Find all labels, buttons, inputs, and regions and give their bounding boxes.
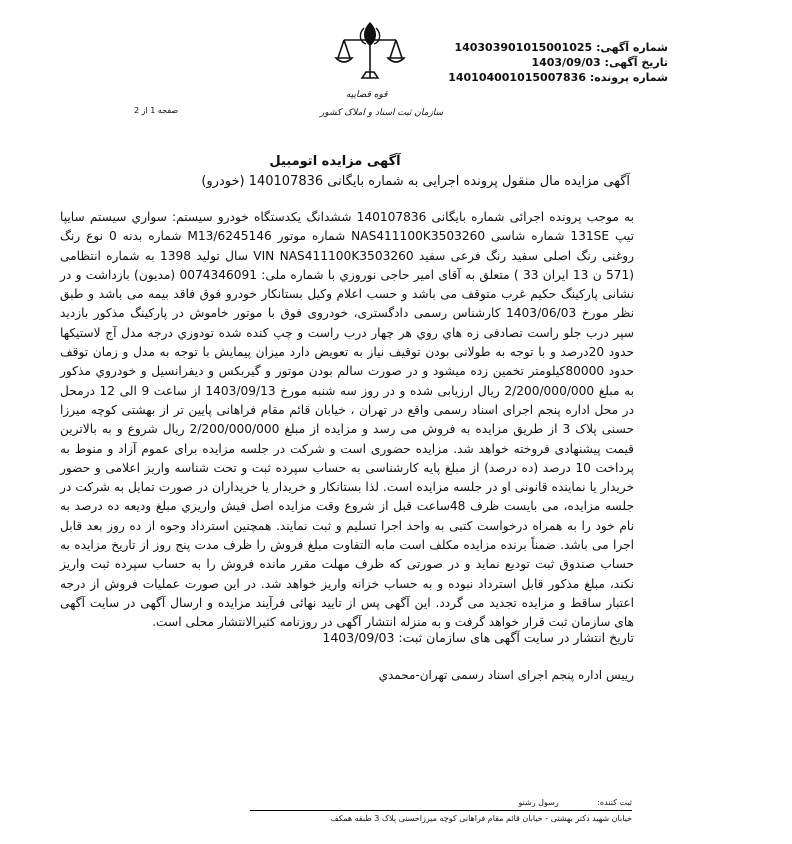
- publish-date-label: تاریخ انتشار در سایت آگهی های سازمان ثبت:: [398, 630, 634, 645]
- publish-date-line: [300, 630, 634, 645]
- registrar-label: ثبت کننده:: [597, 798, 632, 807]
- org-name: قوه قضاییه: [346, 90, 388, 100]
- ad-date-row: [444, 55, 668, 70]
- ad-date-label: تاریخ آگهی:: [604, 56, 668, 69]
- notice-body: به موجب پرونده اجرائی شماره بایگانی 140107836 ششدانگ یکدستگاه خودرو سیستم: سواري سیستم سايپا تیپ 131SE شماره شاسی NAS411100K3503260 شماره موتور M13/6245146 شماره بدنه 0 نوع رنگ روغنی رنگ اصلی سفید رنگ فرعی سفید VIN NAS411100K3503260 سال تولید 1398 به شماره انتظامی (571 ن 13 ایران 33 ) متعلق به آقای امیر حاجی نوروزي با شماره ملی: 0074346091 (مدیون) بازداشت و در نشانی پارکینگ حکیم غرب متوقف می باشد و حسب اعلام وکیل بستانکار خودرو فوق فاقد بیمه می باشد و طبق نظر مورخ 1403/06/03 کارشناس رسمی دادگستری، خودروی فوق با موتور خاموش در پارکینگ مذکور بازدید سپر درب جلو راست تصادفی زه هاي روي هر چهار درب راست و چپ کنده شده تودوزي درجه مدل آج لاستیکها حدود 20درصد و با توجه به طولانی بودن توقیف نیاز به تعویض دارد میزان پیمایش با توجه به مدل و زمان توقف حدود 80000کیلومتر تخمین زده میشود و در صورت سالم بودن موتور و گیربکس و دیفرانسیل و خودروي مذکور به مبلغ 2/200/000/000 ریال ارزیابی شده و در روز سه شنبه مورخ 1403/09/13 از ساعت 9 الی 12 درمحل در محل اداره پنجم اجرای اسناد رسمی واقع در تهران ، خیابان قائم مقام فراهانی پایین تر از بهشتی کوچه میرزا حسنی پلاک 3 از طریق مزایده به فروش می رسد و مزایده از مبلغ 2/200/000/000 ریال شروع و به بالاترین قیمت پیشنهادی فروخته خواهد شد. مزایده حضوری است و شرکت در جلسه مزایده برای عموم آزاد و منوط به پرداخت 10 درصد (ده درصد) از مبلغ پایه کارشناسی به حساب سپرده ثبت و تحت شناسه واریز اعلامی و حضور خریدار یا نماینده قانونی او در جلسه مزایده است. لذا بستانکار و خریدار یا خریداران در صورت تمایل به شرکت در جلسه مزایده، می بایست ظرف 48ساعت قبل از شروع وقت مزایده اصل فیش واریزي مبلغ ودیعه ده درصد به نام خود را به همراه درخواست کتبی به واحد اجرا تسلیم و ثبت نمایند. همچنین استرداد وجوه از ده روز بعد قابل اجرا می باشد. ضمناً برنده مزایده مکلف است مابه التفاوت مبلغ فروش را ظرف مدت پنج روز از تاریخ مزایده به حساب صندوق ثبت تودیع نماید و در صورتی که ظرف مهلت مقرر مانده فروش را به حساب سپرده ثبت واریز نکند، مبلغ مذکور قابل استرداد نبوده و به حساب خزانه واریز خواهد شد. در این صورت عملیات فروش از درجه اعتبار ساقط و مزایده تجدید می گردد. این آگهی پس از تایید نهائی فرآیند مزایده و ارسال آگهی در سایت آگهی های سازمان ثبت قرار خواهد گرفت و به منزله انتشار آگهی در روزنامه کثیرالانتشار محلی است.: [60, 210, 635, 630]
- ad-number: 140303901015001025: [454, 41, 593, 54]
- ad-date: 1403/09/03: [531, 56, 601, 69]
- page-indicator: صفحه 1 از 2: [134, 106, 179, 115]
- address: خیابان شهید دکتر بهشتی - خیابان قائم مقام فراهانی کوچه میرزاحسنی پلاک 3 طبقه همکف: [250, 810, 632, 826]
- file-number-label: شماره پرونده:: [589, 71, 668, 84]
- file-number: 140104001015007836: [448, 71, 586, 84]
- judiciary-logo: [318, 18, 444, 122]
- notice-metadata: [444, 40, 668, 85]
- registrar-row: [250, 796, 632, 810]
- ad-number-row: [444, 40, 668, 55]
- signer: رییس اداره پنجم اجرای اسناد رسمی تهران-محمدي: [378, 668, 634, 682]
- notice-subtitle: آگهی مزایده مال منقول پرونده اجرایی به شماره بایگانی 140107836 (خودرو): [201, 174, 630, 189]
- publish-date: 1403/09/03: [322, 630, 395, 645]
- sub-org-name: سازمان ثبت اسناد و املاک کشور: [320, 108, 444, 118]
- registrar-name: رسول رشنو: [518, 798, 559, 807]
- emblem-icon: [318, 18, 422, 88]
- file-number-row: [444, 70, 668, 85]
- footer: [250, 796, 632, 826]
- ad-number-label: شماره آگهی:: [596, 41, 668, 54]
- notice-title: آگهی مزایده اتومبیل: [269, 154, 401, 169]
